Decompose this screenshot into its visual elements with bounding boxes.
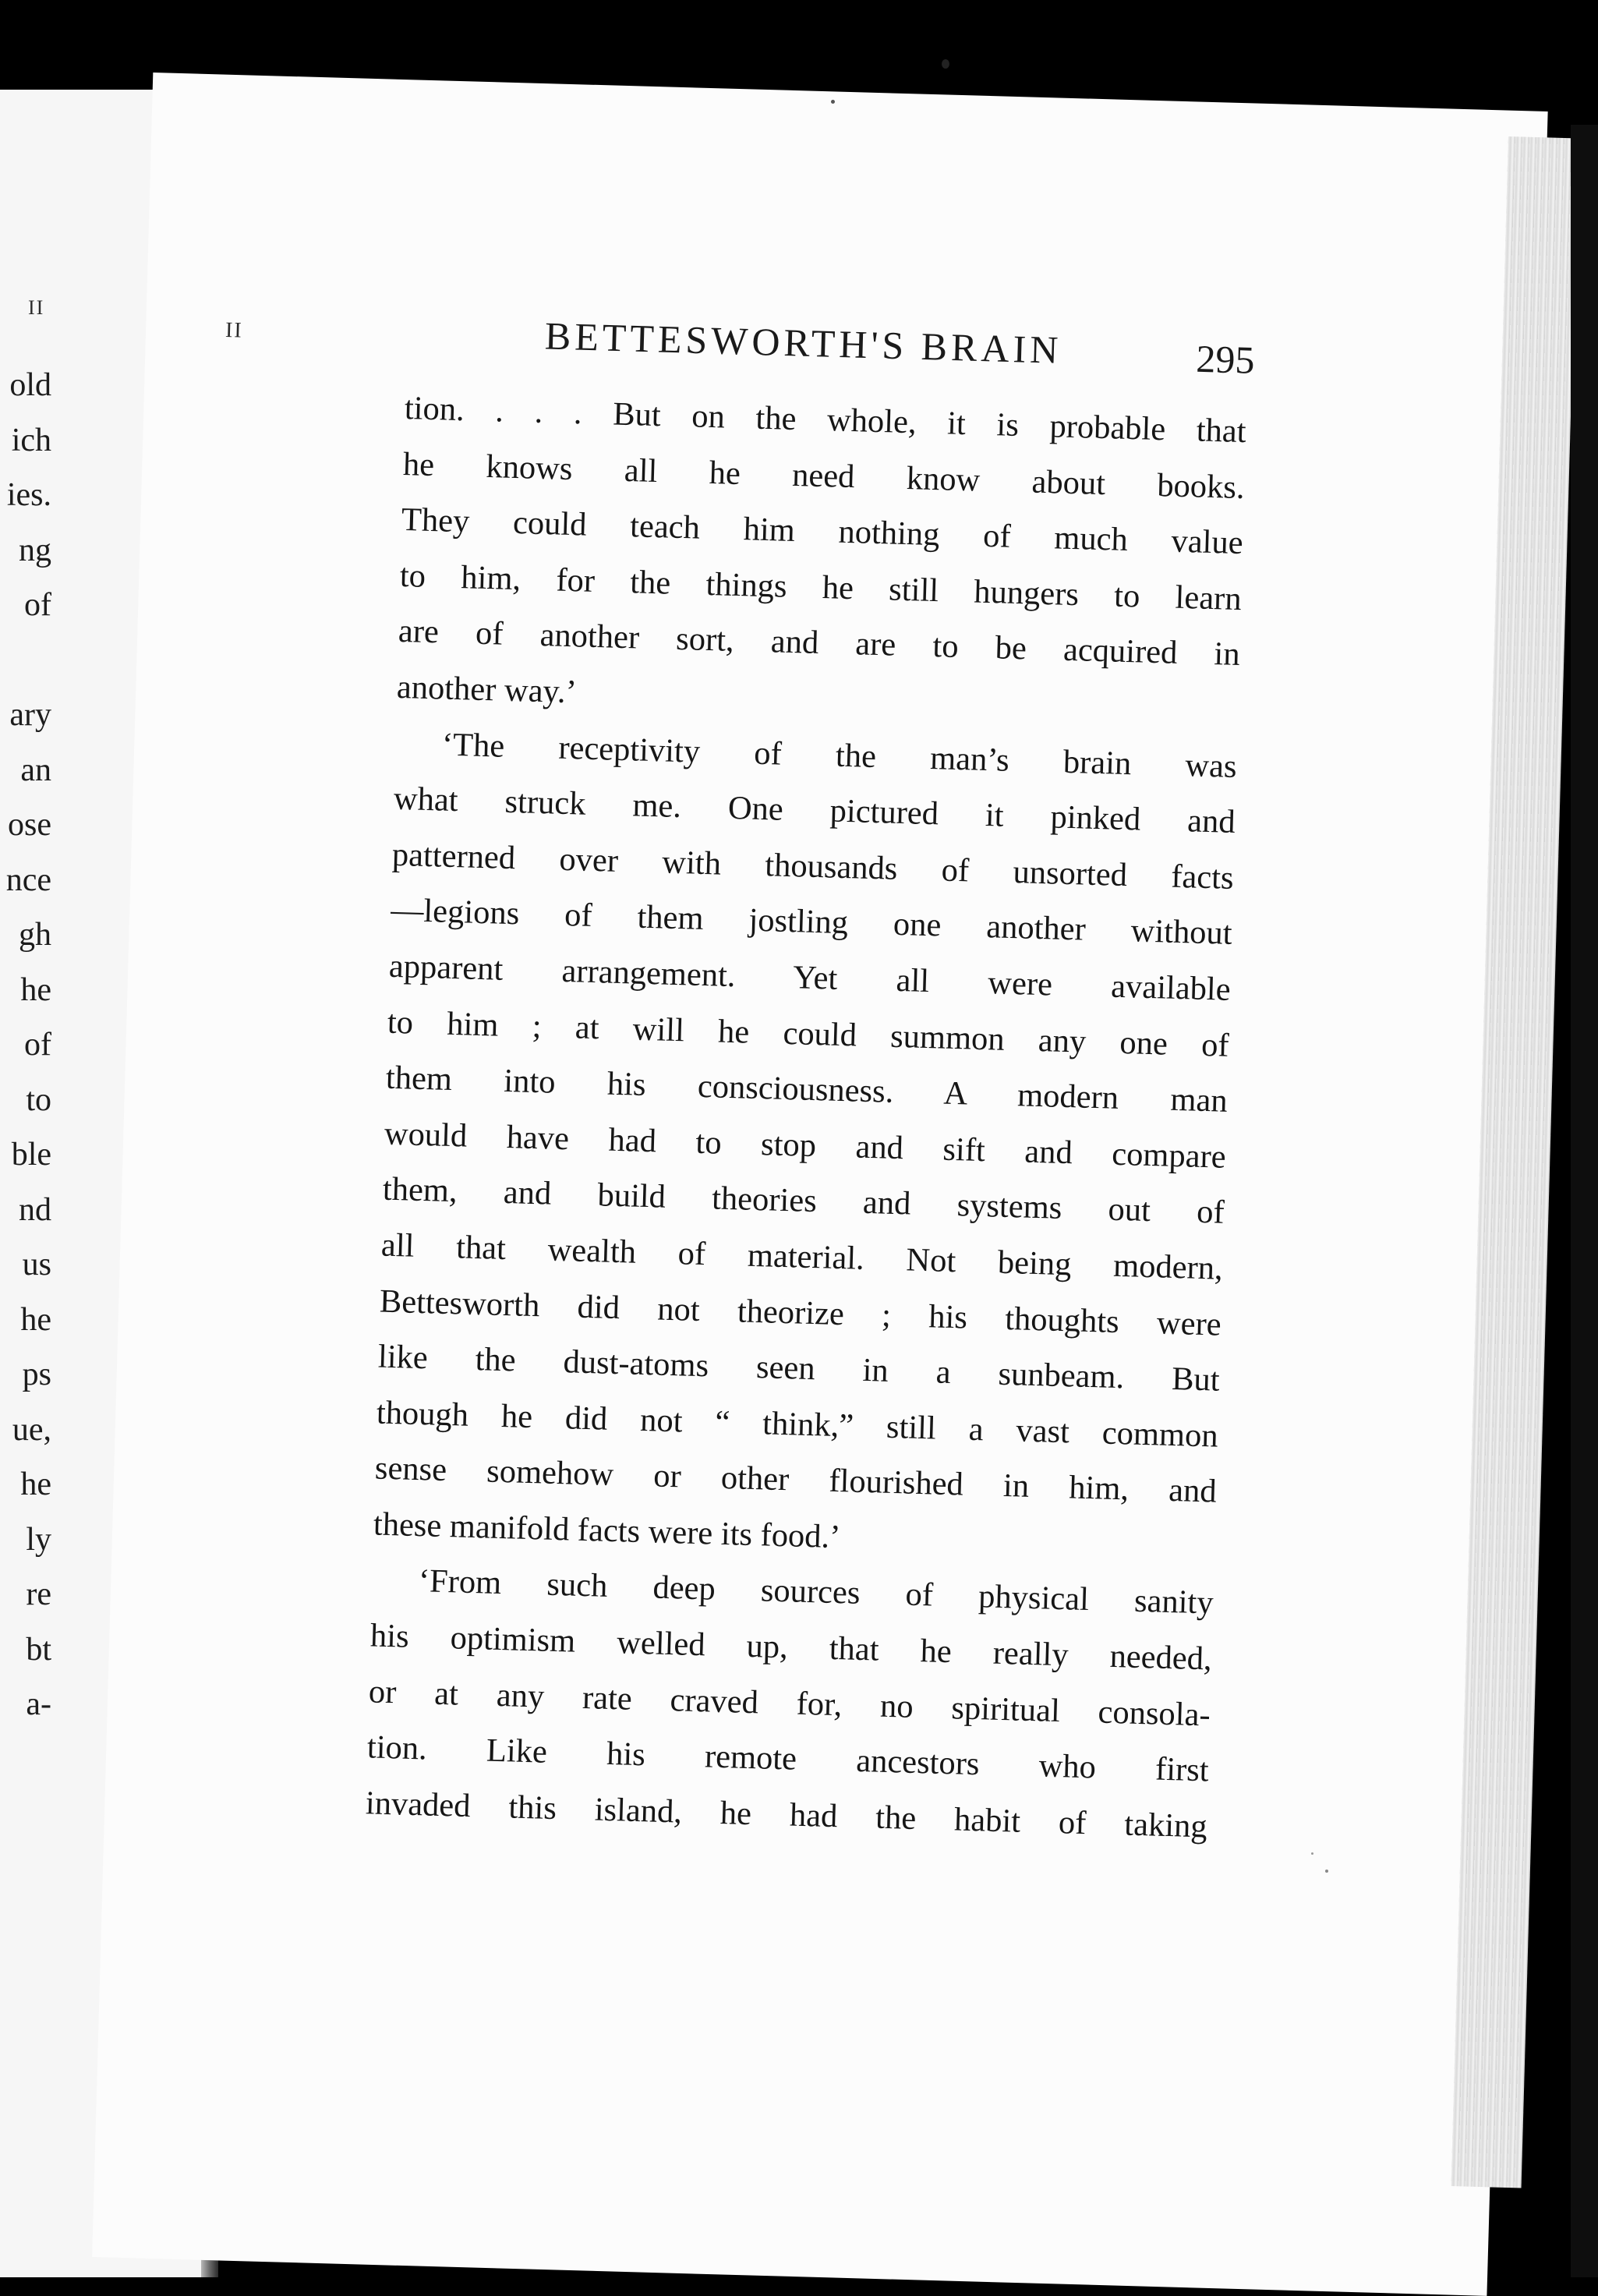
text-line: apparent arrangement. Yet all were available	[388, 947, 1232, 1008]
left-page-fragment: ary	[9, 697, 51, 733]
left-page-fragment: of	[24, 1027, 51, 1063]
text-line: another way.’	[396, 668, 578, 711]
text-line: ‘From such deep sources of physical sanity	[418, 1562, 1214, 1622]
text-line: though he did not “ think,” still a vast common	[376, 1394, 1219, 1455]
left-page-fragment: nce	[5, 861, 51, 898]
left-page-fragment: of	[24, 587, 51, 623]
left-page-fragment: old	[9, 367, 51, 403]
left-page-fragment: ly	[26, 1521, 51, 1558]
text-line: ‘The receptivity of the man’s brain was	[441, 726, 1238, 785]
text-line: like the dust-atoms seen in a sunbeam. But	[377, 1338, 1221, 1399]
left-page-fragment: ies.	[6, 477, 51, 513]
left-page-fragment: a-	[26, 1686, 51, 1722]
text-line: his optimism welled up, that he really needed,	[369, 1617, 1213, 1678]
running-title: BETTESWORTH'S BRAIN	[544, 313, 1063, 372]
left-page-fragment: ue,	[12, 1411, 51, 1448]
text-line: or at any rate craved for, no spiritual consola-	[368, 1673, 1211, 1734]
section-marker: II	[224, 317, 244, 343]
left-page-fragment: ble	[11, 1137, 51, 1173]
left-page-fragment: bt	[26, 1631, 51, 1668]
text-line: to him, for the things he still hungers to learn	[399, 557, 1243, 617]
text-line: tion. . . . But on the whole, it is probable that	[404, 389, 1247, 451]
body-text	[365, 380, 1247, 1855]
left-page-fragment: us	[22, 1247, 51, 1282]
dust-speck	[1311, 1852, 1313, 1855]
text-line: these manifold facts were its food.’	[373, 1505, 841, 1556]
text-line: them into his consciousness. A modern man	[385, 1059, 1229, 1120]
text-line: —legions of them jostling one another without	[390, 892, 1233, 953]
left-page-fragment: gh	[19, 917, 51, 953]
left-page-fragment: ng	[19, 532, 51, 568]
text-line: to him ; at will he could summon any one of	[387, 1003, 1230, 1064]
left-page-fragment: an	[20, 752, 51, 788]
text-line: what struck me. One pictured it pinked and	[393, 780, 1236, 841]
page-shadow	[1571, 125, 1598, 2277]
left-page-fragment: nd	[19, 1191, 51, 1228]
dust-speck	[1325, 1870, 1328, 1873]
left-page-fragment: ose	[8, 807, 51, 843]
text-line: invaded this island, he had the habit of taking	[365, 1785, 1208, 1845]
text-line: They could teach him nothing of much value	[401, 501, 1244, 562]
left-page-fragment: he	[20, 1301, 51, 1338]
text-line: sense somehow or other flourished in him, and	[374, 1449, 1218, 1510]
left-page-fragment: re	[26, 1576, 51, 1612]
page-number: 295	[1195, 336, 1256, 382]
text-line: he knows all he need know about books.	[402, 445, 1246, 506]
text-line: tion. Like his remote ancestors who first	[366, 1728, 1210, 1789]
left-page-fragment: he	[20, 971, 51, 1008]
left-page-fragment: he	[20, 1466, 51, 1502]
left-page-fragment: to	[26, 1081, 51, 1118]
left-page-fragment: ich	[11, 422, 51, 458]
text-line: are of another sort, and are to be acquired in	[398, 613, 1241, 674]
text-line: Bettesworth did not theorize ; his thoughts were	[379, 1282, 1222, 1343]
text-line: them, and build theories and systems out of	[382, 1170, 1225, 1232]
text-line: would have had to stop and sift and compare	[384, 1115, 1227, 1176]
dust-speck	[831, 100, 835, 104]
text-line: patterned over with thousands of unsorted facts	[391, 836, 1235, 897]
left-page-fragment: ps	[22, 1357, 51, 1392]
left-page-marker: II	[28, 296, 45, 319]
dust-speck	[942, 59, 949, 69]
text-line: all that wealth of material. Not being modern,	[380, 1226, 1224, 1287]
